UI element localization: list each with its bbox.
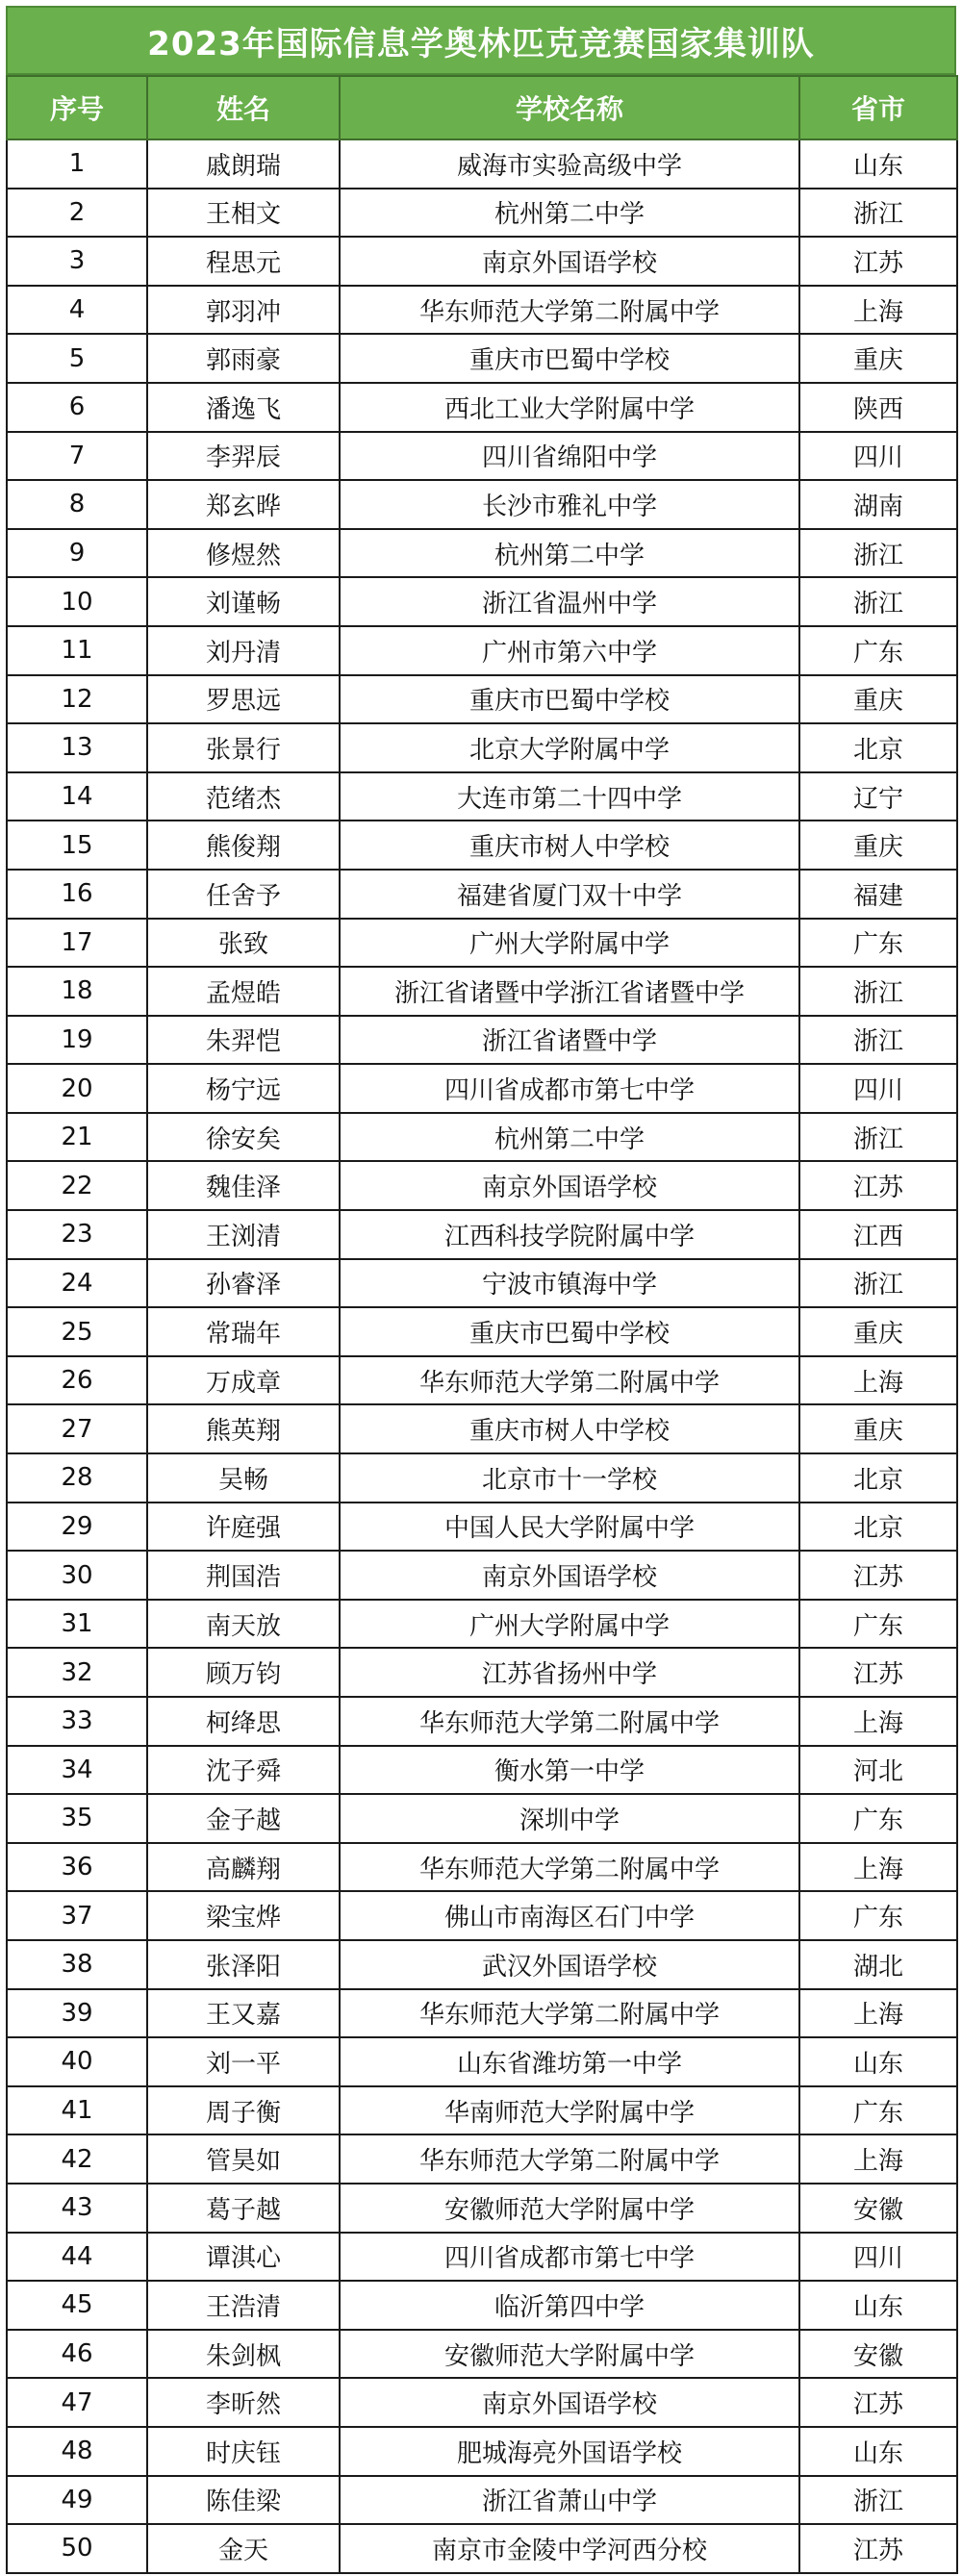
cell-name: 刘丹清 xyxy=(147,626,340,675)
cell-name: 柯绛思 xyxy=(147,1697,340,1746)
cell-school: 重庆市树人中学校 xyxy=(340,1404,799,1453)
cell-number: 38 xyxy=(7,1940,147,1989)
cell-school: 华东师范大学第二附属中学 xyxy=(340,2134,799,2184)
cell-school: 重庆市巴蜀中学校 xyxy=(340,334,799,383)
cell-province: 上海 xyxy=(799,286,957,335)
cell-school: 杭州第二中学 xyxy=(340,189,799,238)
cell-province: 山东 xyxy=(799,2037,957,2086)
cell-number: 10 xyxy=(7,577,147,626)
cell-school: 福建省厦门双十中学 xyxy=(340,870,799,919)
cell-name: 张景行 xyxy=(147,723,340,772)
cell-province: 安徽 xyxy=(799,2330,957,2379)
cell-number: 6 xyxy=(7,383,147,432)
table-row xyxy=(7,1259,957,1308)
cell-number: 30 xyxy=(7,1551,147,1600)
table-row xyxy=(7,1064,957,1113)
cell-name: 郑玄晔 xyxy=(147,480,340,529)
cell-name: 熊俊翔 xyxy=(147,821,340,870)
cell-name: 谭淇心 xyxy=(147,2233,340,2282)
table-row xyxy=(7,139,957,189)
cell-number: 33 xyxy=(7,1697,147,1746)
cell-number: 37 xyxy=(7,1891,147,1940)
cell-school: 中国人民大学附属中学 xyxy=(340,1503,799,1552)
table-row xyxy=(7,2476,957,2525)
cell-school: 浙江省温州中学 xyxy=(340,577,799,626)
cell-school: 南京外国语学校 xyxy=(340,1161,799,1210)
cell-name: 金天 xyxy=(147,2524,340,2573)
cell-number: 22 xyxy=(7,1161,147,1210)
cell-school: 衡水第一中学 xyxy=(340,1746,799,1795)
cell-province: 福建 xyxy=(799,870,957,919)
table-row xyxy=(7,723,957,772)
table-row xyxy=(7,577,957,626)
cell-number: 1 xyxy=(7,139,147,189)
cell-school: 华南师范大学附属中学 xyxy=(340,2086,799,2135)
table-row xyxy=(7,967,957,1016)
cell-school: 南京外国语学校 xyxy=(340,237,799,286)
cell-province: 河北 xyxy=(799,1746,957,1795)
cell-number: 17 xyxy=(7,919,147,968)
cell-province: 广东 xyxy=(799,626,957,675)
cell-number: 32 xyxy=(7,1648,147,1697)
cell-school: 佛山市南海区石门中学 xyxy=(340,1891,799,1940)
cell-name: 王相文 xyxy=(147,189,340,238)
cell-province: 辽宁 xyxy=(799,772,957,821)
table-row xyxy=(7,1503,957,1552)
table-row xyxy=(7,626,957,675)
table-row xyxy=(7,1794,957,1843)
table-row xyxy=(7,1697,957,1746)
cell-school: 广州大学附属中学 xyxy=(340,1600,799,1649)
table-row xyxy=(7,1161,957,1210)
cell-province: 江西 xyxy=(799,1210,957,1259)
table-row xyxy=(7,1210,957,1259)
cell-number: 13 xyxy=(7,723,147,772)
cell-number: 43 xyxy=(7,2184,147,2233)
cell-school: 江苏省扬州中学 xyxy=(340,1648,799,1697)
cell-province: 广东 xyxy=(799,2086,957,2135)
cell-school: 南京外国语学校 xyxy=(340,2378,799,2427)
cell-name: 葛子越 xyxy=(147,2184,340,2233)
cell-number: 48 xyxy=(7,2427,147,2476)
table-row xyxy=(7,870,957,919)
cell-province: 湖南 xyxy=(799,480,957,529)
cell-province: 上海 xyxy=(799,1697,957,1746)
cell-number: 47 xyxy=(7,2378,147,2427)
cell-school: 浙江省诸暨中学 xyxy=(340,1016,799,1065)
cell-school: 广州大学附属中学 xyxy=(340,919,799,968)
cell-number: 14 xyxy=(7,772,147,821)
cell-school: 南京市金陵中学河西分校 xyxy=(340,2524,799,2573)
cell-name: 王浩清 xyxy=(147,2281,340,2330)
cell-name: 孙睿泽 xyxy=(147,1259,340,1308)
header-number: 序号 xyxy=(7,76,147,139)
table-row xyxy=(7,383,957,432)
table-row xyxy=(7,1113,957,1162)
cell-school: 杭州第二中学 xyxy=(340,529,799,578)
cell-school: 江西科技学院附属中学 xyxy=(340,1210,799,1259)
cell-school: 华东师范大学第二附属中学 xyxy=(340,1989,799,2038)
table-row xyxy=(7,2281,957,2330)
cell-name: 郭雨豪 xyxy=(147,334,340,383)
roster-body xyxy=(7,139,957,2573)
cell-number: 7 xyxy=(7,432,147,481)
cell-province: 浙江 xyxy=(799,1016,957,1065)
table-row xyxy=(7,237,957,286)
cell-province: 山东 xyxy=(799,2427,957,2476)
table-row xyxy=(7,1551,957,1600)
table-row xyxy=(7,334,957,383)
cell-name: 周子衡 xyxy=(147,2086,340,2135)
table-row xyxy=(7,189,957,238)
cell-name: 金子越 xyxy=(147,1794,340,1843)
table-row xyxy=(7,1016,957,1065)
cell-province: 重庆 xyxy=(799,1404,957,1453)
cell-number: 31 xyxy=(7,1600,147,1649)
cell-school: 浙江省萧山中学 xyxy=(340,2476,799,2525)
cell-school: 临沂第四中学 xyxy=(340,2281,799,2330)
cell-name: 张致 xyxy=(147,919,340,968)
cell-name: 管昊如 xyxy=(147,2134,340,2184)
table-row xyxy=(7,772,957,821)
cell-province: 北京 xyxy=(799,1453,957,1503)
table-row xyxy=(7,2086,957,2135)
cell-school: 重庆市巴蜀中学校 xyxy=(340,1307,799,1356)
table-row xyxy=(7,2427,957,2476)
table-row xyxy=(7,1356,957,1405)
cell-number: 44 xyxy=(7,2233,147,2282)
cell-number: 36 xyxy=(7,1843,147,1892)
cell-name: 郭羽冲 xyxy=(147,286,340,335)
cell-number: 2 xyxy=(7,189,147,238)
table-row xyxy=(7,675,957,724)
cell-number: 41 xyxy=(7,2086,147,2135)
cell-number: 27 xyxy=(7,1404,147,1453)
cell-school: 北京大学附属中学 xyxy=(340,723,799,772)
cell-province: 北京 xyxy=(799,723,957,772)
table-row xyxy=(7,1404,957,1453)
cell-name: 戚朗瑞 xyxy=(147,139,340,189)
cell-school: 深圳中学 xyxy=(340,1794,799,1843)
cell-school: 威海市实验高级中学 xyxy=(340,139,799,189)
cell-number: 40 xyxy=(7,2037,147,2086)
cell-name: 吴畅 xyxy=(147,1453,340,1503)
cell-school: 北京市十一学校 xyxy=(340,1453,799,1503)
cell-name: 刘谨畅 xyxy=(147,577,340,626)
cell-number: 29 xyxy=(7,1503,147,1552)
cell-province: 上海 xyxy=(799,1843,957,1892)
table-title: 2023年国际信息学奥林匹克竞赛国家集训队 xyxy=(6,6,956,75)
cell-school: 长沙市雅礼中学 xyxy=(340,480,799,529)
table-row xyxy=(7,2184,957,2233)
cell-name: 张泽阳 xyxy=(147,1940,340,1989)
cell-name: 任舍予 xyxy=(147,870,340,919)
cell-province: 广东 xyxy=(799,919,957,968)
cell-number: 50 xyxy=(7,2524,147,2573)
cell-number: 12 xyxy=(7,675,147,724)
cell-number: 3 xyxy=(7,237,147,286)
cell-name: 许庭强 xyxy=(147,1503,340,1552)
header-school: 学校名称 xyxy=(340,76,799,139)
cell-name: 罗思远 xyxy=(147,675,340,724)
cell-number: 39 xyxy=(7,1989,147,2038)
cell-number: 49 xyxy=(7,2476,147,2525)
cell-province: 山东 xyxy=(799,139,957,189)
cell-province: 四川 xyxy=(799,2233,957,2282)
cell-number: 45 xyxy=(7,2281,147,2330)
cell-number: 18 xyxy=(7,967,147,1016)
cell-number: 42 xyxy=(7,2134,147,2184)
cell-school: 武汉外国语学校 xyxy=(340,1940,799,1989)
cell-province: 重庆 xyxy=(799,334,957,383)
table-row xyxy=(7,821,957,870)
cell-province: 江苏 xyxy=(799,2524,957,2573)
cell-province: 安徽 xyxy=(799,2184,957,2233)
cell-number: 9 xyxy=(7,529,147,578)
cell-name: 朱剑枫 xyxy=(147,2330,340,2379)
table-row xyxy=(7,1453,957,1503)
cell-name: 荆国浩 xyxy=(147,1551,340,1600)
cell-province: 上海 xyxy=(799,1356,957,1405)
header-name: 姓名 xyxy=(147,76,340,139)
cell-province: 浙江 xyxy=(799,967,957,1016)
cell-number: 28 xyxy=(7,1453,147,1503)
table-row xyxy=(7,2330,957,2379)
cell-province: 重庆 xyxy=(799,821,957,870)
table-row xyxy=(7,432,957,481)
cell-school: 浙江省诸暨中学浙江省诸暨中学 xyxy=(340,967,799,1016)
roster-sheet xyxy=(6,6,956,2574)
cell-province: 浙江 xyxy=(799,1259,957,1308)
cell-number: 4 xyxy=(7,286,147,335)
cell-name: 王浏清 xyxy=(147,1210,340,1259)
cell-school: 山东省潍坊第一中学 xyxy=(340,2037,799,2086)
cell-name: 顾万钧 xyxy=(147,1648,340,1697)
cell-province: 陕西 xyxy=(799,383,957,432)
cell-province: 广东 xyxy=(799,1600,957,1649)
cell-province: 浙江 xyxy=(799,2476,957,2525)
cell-name: 程思元 xyxy=(147,237,340,286)
table-row xyxy=(7,480,957,529)
cell-number: 11 xyxy=(7,626,147,675)
table-row xyxy=(7,919,957,968)
table-row xyxy=(7,1891,957,1940)
cell-name: 徐安矣 xyxy=(147,1113,340,1162)
cell-province: 江苏 xyxy=(799,2378,957,2427)
cell-number: 24 xyxy=(7,1259,147,1308)
cell-school: 安徽师范大学附属中学 xyxy=(340,2184,799,2233)
cell-name: 陈佳梁 xyxy=(147,2476,340,2525)
cell-province: 上海 xyxy=(799,1989,957,2038)
cell-name: 修煜然 xyxy=(147,529,340,578)
cell-name: 李羿辰 xyxy=(147,432,340,481)
cell-province: 浙江 xyxy=(799,189,957,238)
cell-province: 山东 xyxy=(799,2281,957,2330)
cell-number: 8 xyxy=(7,480,147,529)
cell-school: 重庆市巴蜀中学校 xyxy=(340,675,799,724)
cell-name: 魏佳泽 xyxy=(147,1161,340,1210)
table-row xyxy=(7,286,957,335)
table-row xyxy=(7,1989,957,2038)
cell-school: 肥城海亮外国语学校 xyxy=(340,2427,799,2476)
table-row xyxy=(7,2233,957,2282)
cell-name: 梁宝烨 xyxy=(147,1891,340,1940)
cell-name: 熊英翔 xyxy=(147,1404,340,1453)
cell-number: 19 xyxy=(7,1016,147,1065)
cell-number: 16 xyxy=(7,870,147,919)
table-row xyxy=(7,1307,957,1356)
cell-school: 四川省成都市第七中学 xyxy=(340,1064,799,1113)
cell-province: 上海 xyxy=(799,2134,957,2184)
cell-school: 宁波市镇海中学 xyxy=(340,1259,799,1308)
cell-name: 万成章 xyxy=(147,1356,340,1405)
cell-school: 四川省成都市第七中学 xyxy=(340,2233,799,2282)
table-row xyxy=(7,1600,957,1649)
cell-province: 湖北 xyxy=(799,1940,957,1989)
table-row xyxy=(7,2378,957,2427)
cell-school: 杭州第二中学 xyxy=(340,1113,799,1162)
cell-province: 江苏 xyxy=(799,1551,957,1600)
cell-name: 时庆钰 xyxy=(147,2427,340,2476)
cell-name: 沈子舜 xyxy=(147,1746,340,1795)
cell-name: 潘逸飞 xyxy=(147,383,340,432)
cell-province: 浙江 xyxy=(799,1113,957,1162)
table-row xyxy=(7,1843,957,1892)
cell-province: 北京 xyxy=(799,1503,957,1552)
cell-name: 杨宁远 xyxy=(147,1064,340,1113)
cell-school: 华东师范大学第二附属中学 xyxy=(340,1843,799,1892)
cell-name: 李昕然 xyxy=(147,2378,340,2427)
cell-name: 王又嘉 xyxy=(147,1989,340,2038)
cell-school: 华东师范大学第二附属中学 xyxy=(340,1356,799,1405)
cell-number: 23 xyxy=(7,1210,147,1259)
cell-name: 高麟翔 xyxy=(147,1843,340,1892)
cell-name: 常瑞年 xyxy=(147,1307,340,1356)
table-row xyxy=(7,529,957,578)
cell-province: 广东 xyxy=(799,1891,957,1940)
cell-school: 华东师范大学第二附属中学 xyxy=(340,286,799,335)
cell-province: 江苏 xyxy=(799,1648,957,1697)
cell-province: 江苏 xyxy=(799,237,957,286)
cell-school: 西北工业大学附属中学 xyxy=(340,383,799,432)
header-row xyxy=(7,76,957,139)
cell-province: 重庆 xyxy=(799,675,957,724)
cell-school: 重庆市树人中学校 xyxy=(340,821,799,870)
table-row xyxy=(7,2037,957,2086)
cell-name: 孟煜皓 xyxy=(147,967,340,1016)
cell-school: 南京外国语学校 xyxy=(340,1551,799,1600)
cell-province: 重庆 xyxy=(799,1307,957,1356)
table-row xyxy=(7,1940,957,1989)
cell-province: 江苏 xyxy=(799,1161,957,1210)
cell-number: 34 xyxy=(7,1746,147,1795)
roster-table xyxy=(6,75,958,2574)
cell-province: 四川 xyxy=(799,432,957,481)
cell-school: 四川省绵阳中学 xyxy=(340,432,799,481)
cell-number: 20 xyxy=(7,1064,147,1113)
cell-province: 广东 xyxy=(799,1794,957,1843)
cell-school: 华东师范大学第二附属中学 xyxy=(340,1697,799,1746)
cell-school: 安徽师范大学附属中学 xyxy=(340,2330,799,2379)
cell-school: 广州市第六中学 xyxy=(340,626,799,675)
header-province: 省市 xyxy=(799,76,957,139)
cell-number: 15 xyxy=(7,821,147,870)
cell-number: 21 xyxy=(7,1113,147,1162)
table-row xyxy=(7,2134,957,2184)
cell-school: 大连市第二十四中学 xyxy=(340,772,799,821)
cell-name: 范绪杰 xyxy=(147,772,340,821)
cell-number: 35 xyxy=(7,1794,147,1843)
table-row xyxy=(7,1746,957,1795)
cell-province: 浙江 xyxy=(799,529,957,578)
cell-province: 浙江 xyxy=(799,577,957,626)
cell-number: 25 xyxy=(7,1307,147,1356)
table-row xyxy=(7,2524,957,2573)
cell-province: 四川 xyxy=(799,1064,957,1113)
cell-name: 南天放 xyxy=(147,1600,340,1649)
table-row xyxy=(7,1648,957,1697)
cell-name: 刘一平 xyxy=(147,2037,340,2086)
cell-number: 26 xyxy=(7,1356,147,1405)
cell-name: 朱羿恺 xyxy=(147,1016,340,1065)
cell-number: 46 xyxy=(7,2330,147,2379)
cell-number: 5 xyxy=(7,334,147,383)
